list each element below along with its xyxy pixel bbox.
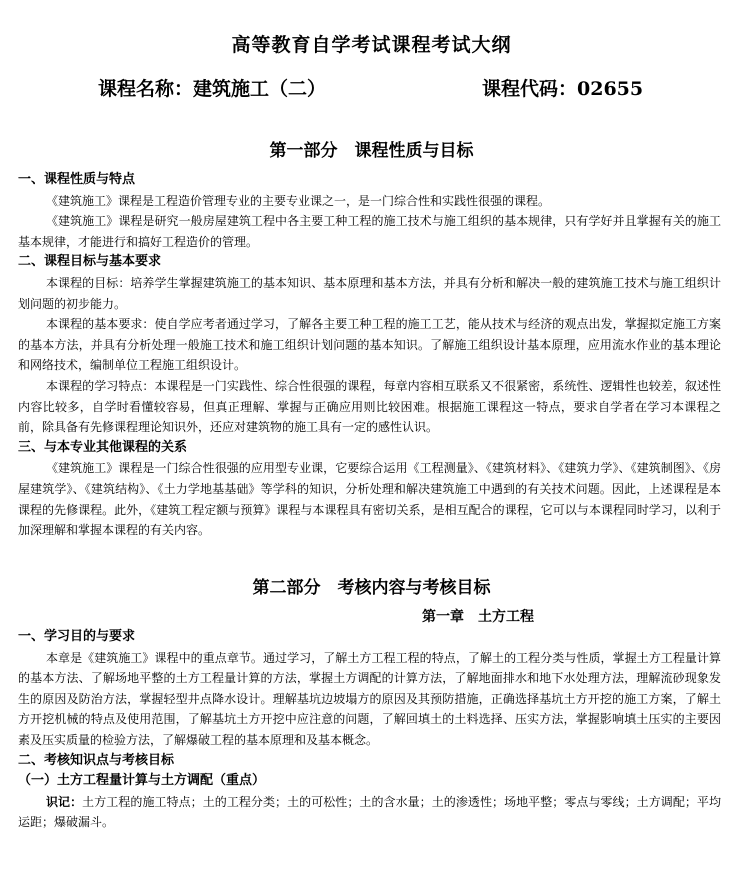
document-title: 高等教育自学考试课程考试大纲 <box>231 34 512 56</box>
part1-content <box>18 170 721 541</box>
part2-subsection1-paragraph <box>18 792 721 833</box>
part2-content <box>18 627 721 833</box>
part1-section1-paragraph2: 《建筑施工》课程是研究一般房屋建筑工程中各主要工种工程的施工技术与施工组织的基本规律，只有学好并且掌握有关的施工基本规律，才能进行和搞好工程造价的管理。 <box>18 214 721 249</box>
course-code: 课程代码：02655 <box>482 78 644 100</box>
part2-section1-heading: 一、学习目的与要求 <box>18 629 136 644</box>
course-name: 课程名称：建筑施工（二） <box>98 78 327 100</box>
part1-section1-heading: 一、课程性质与特点 <box>18 172 136 187</box>
part2-section2-heading: 二、考核知识点与考核目标 <box>18 752 175 768</box>
part1-section2-heading: 二、课程目标与基本要求 <box>18 254 162 270</box>
part1-section2-paragraph1: 本课程的目标：培养学生掌握建筑施工的基本知识、基本原理和基本方法，并具有分析和解决一般的建筑施工技术与施工组织计划问题的初步能力。 <box>18 275 721 311</box>
chapter1-title: 第一章 土方工程 <box>422 609 534 625</box>
part1-title: 第一部分 课程性质与目标 <box>269 141 474 161</box>
part1-section3-heading: 三、与本专业其他课程的关系 <box>18 439 188 455</box>
part2-section1-paragraph1: 本章是《建筑施工》课程中的重点章节。通过学习，了解土方工程工程的特点，了解土的工程分类与性质，掌握土方工程量计算的基本方法、了解场地平整的土方工程量计算的方法，掌握土方调配的计算方法，了解地面排水和地下水处理方法，理解流砂现象发生的原因及防治方法，掌握轻型井点降水设计。理解基坑边坡塌方的原因及其预防措施，正确选择基坑土方开挖的施工方案，了解土方开挖机械的特点及使用范围，了解基坑土方开挖中应注意的问题，了解回填土的土料选择、压实方法，掌握影响填土压实的主要因素及压实质量的检验方法，了解爆破工程的基本原理和及基本概念。 <box>18 650 721 747</box>
recall-text: 土方工程的施工特点；土的工程分类；土的可松性；土的含水量；土的渗透性；场地平整；零点与零线；土方调配；平均运距；爆破漏斗。 <box>18 794 721 830</box>
part1-section3-paragraph1: 《建筑施工》课程是一门综合性很强的应用型专业课，它要综合运用《工程测量》、《建筑材料》、《建筑力学》、《建筑制图》、《房屋建筑学》、《建筑结构》、《土力学地基基础》等学科的知识，分析处理和解决建筑施工中遇到的有关技术问题。因此，上述课程是本课程的先修课程。此外，《建筑工程定额与预算》课程与本课程具有密切关系，是相互配合的课程，它可以与本课程同时学习，以利于加深理解和掌握本课程的有关内容。 <box>18 461 721 538</box>
part2-subsection1-heading: （一）土方工程量计算与土方调配（重点） <box>18 773 266 789</box>
part1-section1-paragraph1: 《建筑施工》课程是工程造价管理专业的主要专业课之一，是一门综合性和实践性很强的课程。 <box>46 193 551 208</box>
part1-section2-paragraph2: 本课程的基本要求：使自学应考者通过学习，了解各主要工种工程的施工工艺，能从技术与经济的观点出发，掌握拟定施工方案的基本方法，并具有分析处理一般施工技术和施工组织计划问题的基本知识。了解施工组织设计基本原理，应用流水作业的基本理论和网络技术，编制单位工程施工组织设计。 <box>18 317 721 373</box>
part2-title: 第二部分 考核内容与考核目标 <box>252 578 491 598</box>
recall-label: 识记： <box>46 794 83 809</box>
part1-section2-paragraph3: 本课程的学习特点：本课程是一门实践性、综合性很强的课程，每章内容相互联系又不很紧密，系统性、逻辑性也较差，叙述性内容比较多，自学时看懂较容易，但真正理解、掌握与正确应用则比较困难。根据施工课程这一特点，要求自学者在学习本课程之前，除具备有先修课程理论知识外，还应对建筑物的施工具有一定的感性认识。 <box>18 378 721 435</box>
